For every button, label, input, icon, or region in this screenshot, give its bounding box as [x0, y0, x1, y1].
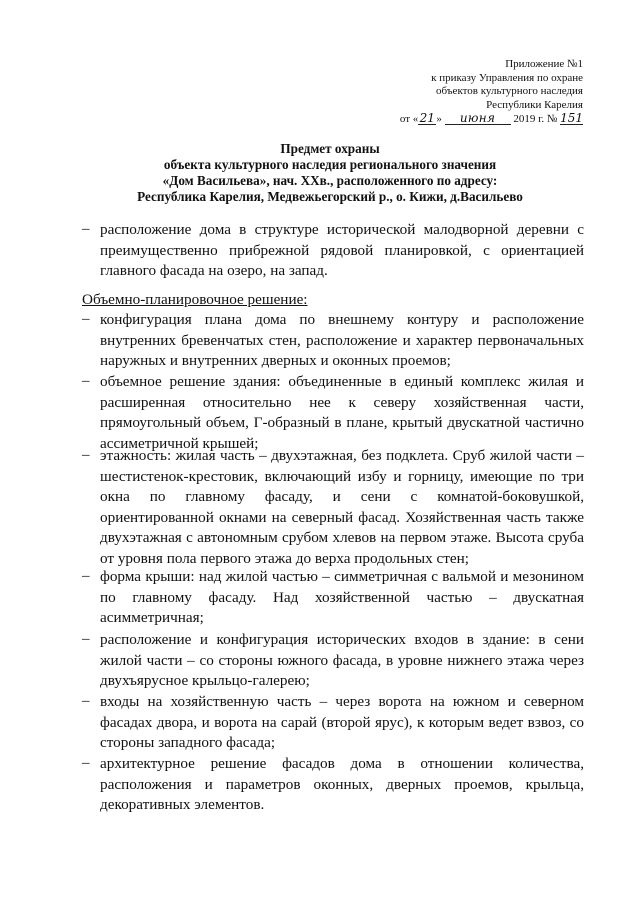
- bullet-dash: –: [82, 693, 90, 709]
- appendix-line-3: объектов культурного наследия: [436, 85, 583, 97]
- list-item: [82, 567, 584, 629]
- list-item: [82, 446, 584, 570]
- list-item-text: объемное решение здания: объединенные в единый комплекс жилая и расширенная относительно нее к северу хозяйственная части, прямоугольный объем, Г-образный в плане, крытый двускатной частично ассиметричной крышей;: [100, 373, 584, 452]
- appendix-header: [323, 58, 583, 127]
- list-item-text: архитектурное решение фасадов дома в отношении количества, расположения и параметров оконных, дверных проемов, крыльца, декоративных элементов.: [100, 755, 584, 814]
- bullet-dash: –: [82, 631, 90, 647]
- title-line-2: объекта культурного наследия регионального значения: [163, 157, 497, 172]
- handwritten-day: 21: [419, 111, 435, 125]
- appendix-line-2: к приказу Управления по охране: [431, 71, 583, 84]
- bullet-dash: –: [82, 311, 90, 327]
- list-item: [82, 630, 584, 692]
- appendix-line-4: Республики Карелия: [486, 98, 583, 111]
- title-line-3: «Дом Васильева», нач. XXв., расположенного по адресу:: [162, 173, 498, 188]
- date-mid: »: [436, 113, 442, 125]
- bullet-dash: –: [82, 447, 90, 463]
- handwritten-month: июня: [445, 112, 511, 125]
- title-line-4: Республика Карелия, Медвежьегорский р., о. Кижи, д.Васильево: [137, 189, 523, 204]
- order-date-line: [323, 112, 583, 127]
- list-item-text: расположение и конфигурация исторических входов в здание: в сени жилой части – со стороны южного фасада, в уровне нижнего этажа через двухъярусное крыльцо-галерею;: [100, 631, 584, 690]
- list-item: [82, 372, 584, 454]
- bullet-dash: –: [82, 755, 90, 771]
- list-item: [82, 692, 584, 754]
- list-item-text: конфигурация плана дома по внешнему контуру и расположение внутренних бревенчатых стен, расположение и характер первоначальных наружных и внутренних дверных и оконных проемов;: [100, 311, 584, 370]
- bullet-dash: –: [82, 373, 90, 389]
- document-title: [80, 141, 580, 205]
- handwritten-order-number: 151: [560, 111, 583, 125]
- intro-item-text: расположение дома в структуре исторической малодворной деревни с преимущественно прибрежной рядовой планировкой, с ориентацией главного фасада на озеро, на запад.: [100, 221, 584, 280]
- list-item-text: этажность: жилая часть – двухэтажная, без подклета. Сруб жилой части – шестистенок-крестовик, включающий избу и горницу, имеющие по три окна по главному фасаду, и сени с комнатой-боковушкой, ориентированной окнами на северный фасад. Хозяйственная часть также двухэтажная с автономным срубом хлевов на первом этаже. Высота сруба от уровня пола первого этажа до верха продольных стен;: [100, 447, 584, 567]
- bullet-dash: –: [82, 568, 90, 584]
- date-year: 2019 г. №: [513, 113, 558, 125]
- date-prefix: от «: [399, 113, 419, 125]
- list-item-text: входы на хозяйственную часть – через ворота на южном и северном фасадах двора, и ворота на сарай (второй ярус), к которым ведет взвоз, со стороны западного фасада;: [100, 693, 584, 752]
- intro-list-item: [82, 220, 584, 282]
- appendix-line-1: Приложение №1: [505, 58, 583, 70]
- title-line-1: Предмет охраны: [280, 141, 380, 156]
- bullet-dash: –: [82, 221, 90, 237]
- section-heading: Объемно-планировочное решение:: [82, 291, 308, 308]
- list-item: [82, 310, 584, 372]
- list-item-text: форма крыши: над жилой частью – симметричная с вальмой и мезонином по главному фасаду. Над хозяйственной частью – двускатная асимметричная;: [100, 568, 584, 627]
- list-item: [82, 754, 584, 816]
